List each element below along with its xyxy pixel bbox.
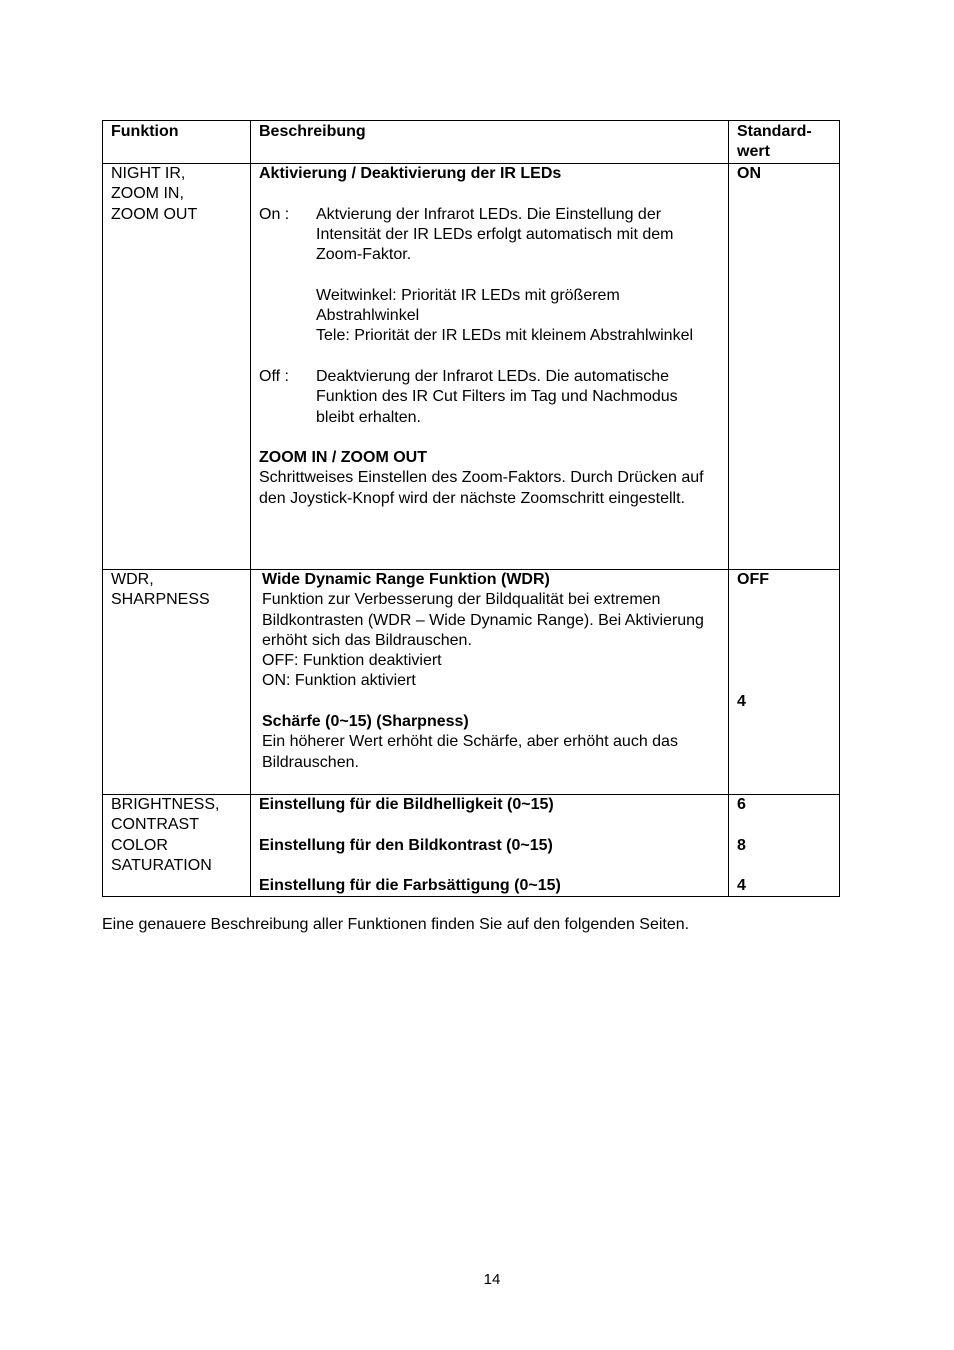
zoom-text: Schrittweises Einstellen des Zoom-Faktors. Durch Drücken auf den Joystick-Knopf wird der nächste Zoomschritt eingestellt. <box>259 469 704 507</box>
function-table <box>102 120 840 897</box>
table-row <box>103 795 840 897</box>
row3-beschreibung: Einstellung für die Bildhelligkeit (0~15) Einstellung für den Bildkontrast (0~15) Einstellung für die Farbsättigung (0~15) <box>251 795 729 897</box>
row1-standard: ON <box>729 164 840 570</box>
zoom-title: ZOOM IN / ZOOM OUT <box>259 449 427 467</box>
table-row <box>103 164 840 570</box>
wdr-title: Wide Dynamic Range Funktion (WDR) <box>262 571 550 588</box>
row1-beschreibung <box>251 164 729 570</box>
wdr-on-text: ON: Funktion aktiviert <box>262 672 416 690</box>
footnote-text: Eine genauere Beschreibung aller Funktionen finden Sie auf den folgenden Seiten. <box>102 916 690 933</box>
row2-funktion: WDR, SHARPNESS <box>103 570 251 795</box>
sharpness-text: Ein höherer Wert erhöht die Schärfe, aber erhöht auch das Bildrauschen. <box>262 733 678 771</box>
row2-beschreibung <box>251 570 729 795</box>
ir-leds-title: Aktivierung / Deaktivierung der IR LEDs <box>259 165 562 182</box>
row3-funktion: BRIGHTNESS, CONTRAST COLOR SATURATION <box>103 795 251 897</box>
tele-text: Tele: Priorität der IR LEDs mit kleinem Abstrahlwinkel <box>316 327 694 345</box>
wdr-off-text: OFF: Funktion deaktiviert <box>262 652 442 670</box>
wdr-text: Funktion zur Verbesserung der Bildqualität bei extremen Bildkontrasten (WDR – Wide Dynamic Range). Bei Aktivierung erhöht sich das Bildrauschen. <box>262 591 704 649</box>
row3-standard: 6 8 4 <box>729 795 840 897</box>
header-funktion: Funktion <box>103 121 251 164</box>
on-definition: On : Aktvierung der Infrarot LEDs. Die Einstellung der Intensität der IR LEDs erfolgt automatisch mit dem Zoom-Faktor. <box>259 205 674 264</box>
table-header-row <box>103 121 840 164</box>
row1-funktion: NIGHT IR, ZOOM IN, ZOOM OUT <box>103 164 251 570</box>
header-standardwert: Standard- wert <box>729 121 840 164</box>
off-definition: Off : Deaktvierung der Infrarot LEDs. Die automatische Funktion des IR Cut Filters im Tag und Nachmodus bleibt erhalten. <box>259 367 678 426</box>
sharpness-title: Schärfe (0~15) (Sharpness) <box>262 713 469 731</box>
weitwinkel-text: Weitwinkel: Priorität IR LEDs mit größerem Abstrahlwinkel <box>316 286 620 325</box>
page-number: 14 <box>483 1271 501 1288</box>
header-beschreibung: Beschreibung <box>251 121 729 164</box>
row2-standard: OFF 4 <box>729 570 840 795</box>
table-row <box>103 570 840 795</box>
